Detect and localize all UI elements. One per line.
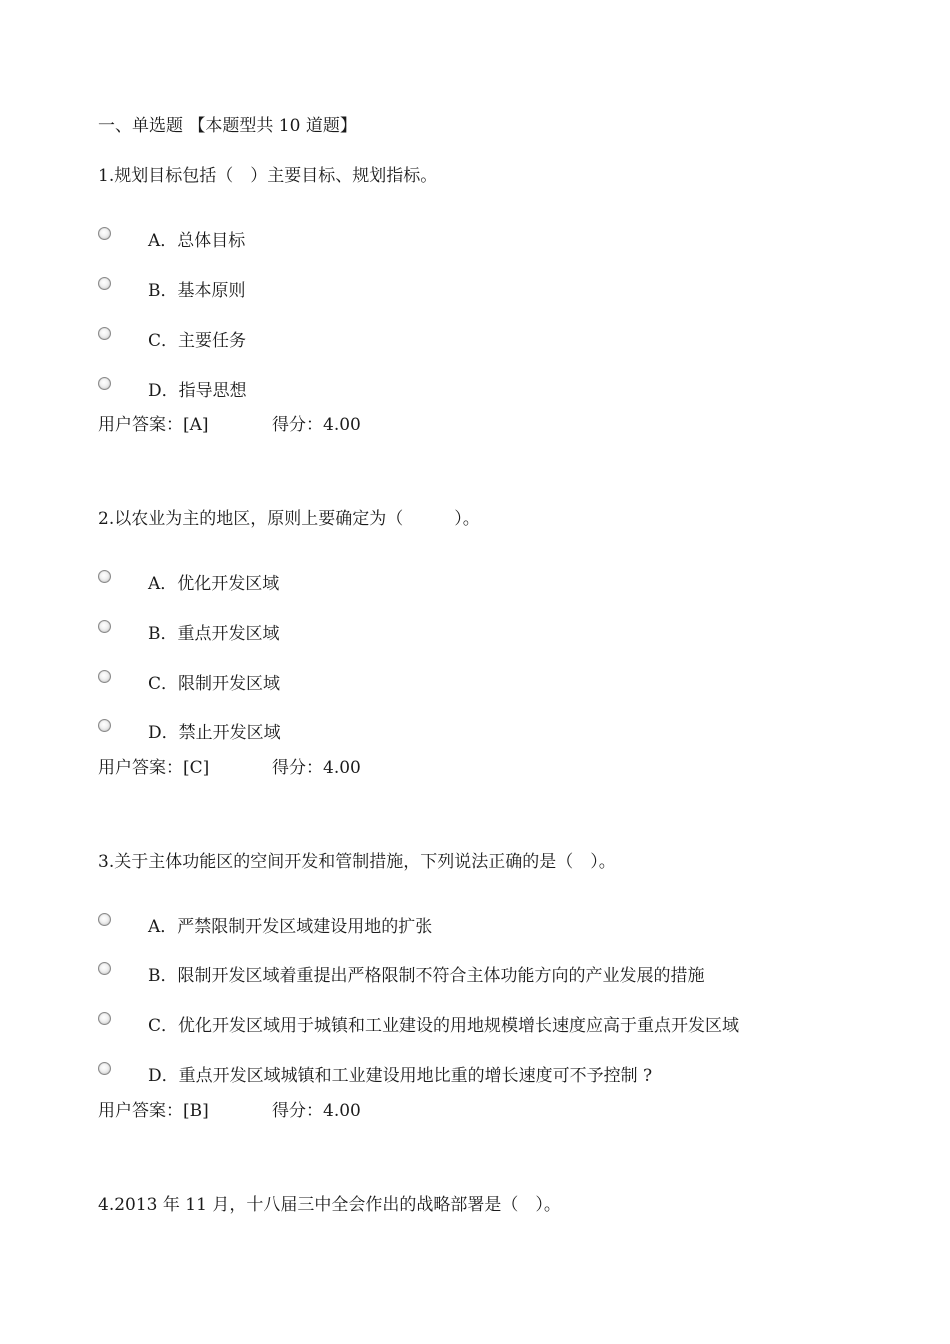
radio-button-icon[interactable] — [98, 570, 111, 583]
section-title: 一、单选题 【本题型共 10 道题】 — [98, 116, 357, 136]
option-label: A．优化开发区域 — [148, 574, 280, 594]
option-label: B．基本原则 — [148, 281, 246, 301]
option-label: D．重点开发区域城镇和工业建设用地比重的增长速度可不予控制 ? — [148, 1066, 653, 1086]
radio-button-icon[interactable] — [98, 1012, 111, 1025]
score: 得分：4.00 — [272, 415, 361, 435]
option-label: A．总体目标 — [148, 231, 246, 251]
question-2-text: 2.以农业为主的地区，原则上要确定为（ ）。 — [98, 509, 480, 529]
radio-button-icon[interactable] — [98, 719, 111, 732]
question-3-result — [98, 1099, 361, 1123]
question-1-result — [98, 413, 361, 437]
radio-button-icon[interactable] — [98, 962, 111, 975]
radio-button-icon[interactable] — [98, 620, 111, 633]
question-4-text: 4.2013 年 11 月，十八届三中全会作出的战略部署是（ ）。 — [98, 1195, 561, 1215]
radio-button-icon[interactable] — [98, 670, 111, 683]
question-1-text: 1.规划目标包括（ ）主要目标、规划指标。 — [98, 166, 438, 186]
radio-button-icon[interactable] — [98, 913, 111, 926]
question-2-result — [98, 756, 361, 780]
score: 得分：4.00 — [272, 1101, 361, 1121]
radio-button-icon[interactable] — [98, 227, 111, 240]
user-answer: 用户答案：[B] — [98, 1101, 209, 1121]
option-label: B．重点开发区域 — [148, 624, 280, 644]
user-answer: 用户答案：[A] — [98, 415, 209, 435]
radio-button-icon[interactable] — [98, 1062, 111, 1075]
score: 得分：4.00 — [272, 758, 361, 778]
radio-button-icon[interactable] — [98, 277, 111, 290]
question-3-text: 3.关于主体功能区的空间开发和管制措施，下列说法正确的是（ ）。 — [98, 852, 616, 872]
option-label: C．主要任务 — [148, 331, 247, 351]
option-label: C．限制开发区域 — [148, 674, 281, 694]
user-answer: 用户答案：[C] — [98, 758, 210, 778]
option-label: A．严禁限制开发区域建设用地的扩张 — [148, 917, 433, 937]
radio-button-icon[interactable] — [98, 377, 111, 390]
option-label: D．指导思想 — [148, 381, 247, 401]
option-label: C．优化开发区域用于城镇和工业建设的用地规模增长速度应高于重点开发区域 — [148, 1016, 740, 1036]
radio-button-icon[interactable] — [98, 327, 111, 340]
option-label: D．禁止开发区域 — [148, 723, 281, 743]
option-label: B．限制开发区域着重提出严格限制不符合主体功能方向的产业发展的措施 — [148, 966, 705, 986]
